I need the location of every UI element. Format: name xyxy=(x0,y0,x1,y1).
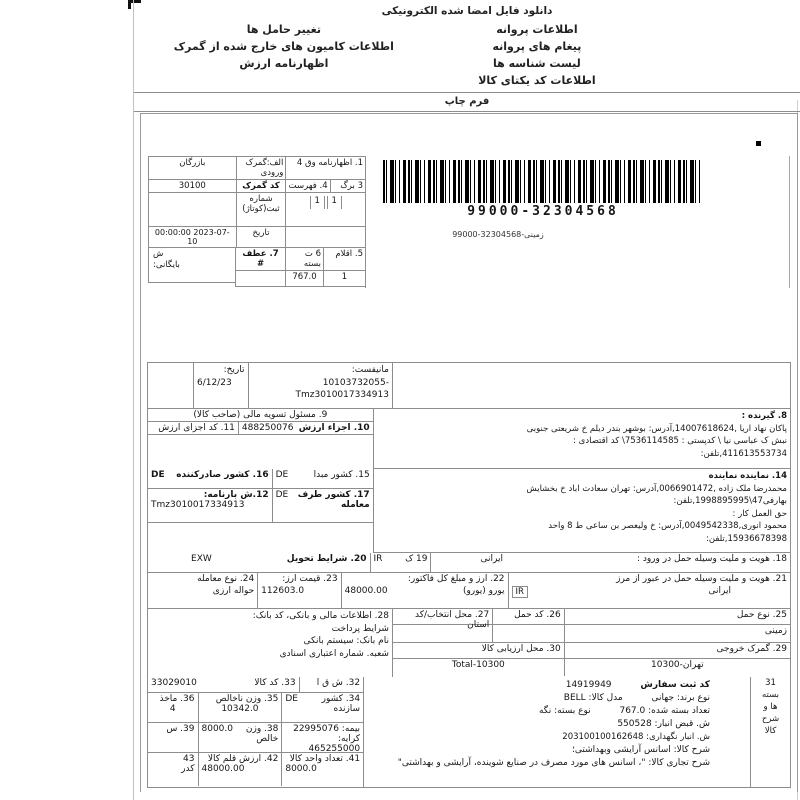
box21-code: IR xyxy=(512,586,528,598)
box20-label: 20. شرایط تحویل xyxy=(286,554,367,564)
box8-line2: نبش ک عباسی نیا \ کدپستی : 7536114585\ کد اقتصادی : xyxy=(573,436,787,446)
box16-label: 16. کشور صادرکننده xyxy=(176,470,269,480)
warehouse-receipt: ش. قبض انبار: 550528 xyxy=(617,719,710,729)
box11-label: 11. کد اجزای ارزش xyxy=(158,423,235,433)
archive-label-line1: ش xyxy=(153,249,164,259)
box24-label: 24. نوع معامله xyxy=(197,574,255,584)
portal-content xyxy=(134,0,800,800)
packages-value: 767.0 xyxy=(285,271,323,287)
sheet-no: 1 xyxy=(327,196,342,209)
box22-currency: یورو (یورو) xyxy=(462,586,505,596)
box8-label: 8. گیرنده : xyxy=(741,411,787,421)
box28-banking xyxy=(148,609,392,677)
box10-value: 488250076 xyxy=(241,423,294,433)
box14-line2: بهارفی47\1998895995,تلفن: xyxy=(673,496,787,506)
box21-label: 21. هویت و ملیت وسیله حمل در عبور از مرز xyxy=(616,574,787,584)
empty-cell xyxy=(392,363,790,409)
manifest-cell xyxy=(248,363,392,409)
box9-11-block xyxy=(148,409,373,469)
box3-box4 xyxy=(285,180,365,193)
box14-line5: 15936678398,تلفن: xyxy=(705,533,787,544)
package-type: نوع بسته: نگه xyxy=(538,706,591,716)
box23-value: 112603.0 xyxy=(261,586,305,596)
nav-link-license-info[interactable]: اطلاعات پروانه xyxy=(496,23,578,36)
box36-value: 4 xyxy=(169,704,176,714)
box24-value: حواله ارزی xyxy=(212,586,255,596)
box36-tariff-base xyxy=(148,693,197,722)
box33-goods-code xyxy=(148,677,299,692)
box17-value: DE xyxy=(275,490,289,500)
box25-value: زمینی xyxy=(564,625,790,642)
ref-block xyxy=(235,248,285,287)
items-value: 1 xyxy=(323,271,365,287)
box20-delivery-terms xyxy=(148,553,369,573)
archive-label-line2: بایگانی: xyxy=(153,260,180,270)
date-value: 00:00:00 2023-07-10 xyxy=(148,227,236,248)
box23-label: 23. قیمت ارز: xyxy=(282,574,338,584)
customs-code-value: 30100 xyxy=(148,180,236,193)
box33-label: 33. کد کالا xyxy=(254,678,296,688)
box43-label: 43 xyxy=(183,754,195,764)
box21-border-transport xyxy=(508,573,790,609)
box42-item-value xyxy=(198,753,282,786)
download-signed-file-link[interactable]: دانلود فایل امضا شده الکترونیکی xyxy=(381,5,553,17)
box38-value: 8000.0 xyxy=(201,724,233,734)
box42-value: 48000.00 xyxy=(201,764,245,774)
box10-label: 10. اجزاء ارزش xyxy=(298,423,370,433)
box27-label: 27. محل انتخاب/کد استان xyxy=(414,610,490,630)
box31-label: کد ثبت سفارش xyxy=(640,680,710,690)
box14-line1: محمدرضا ملک زاده ,0066901472,آدرس: تهران سعادت اباد خ بخشایش xyxy=(526,483,787,494)
barcode-caption: 99000-32304568-زمینی xyxy=(452,230,544,239)
nav-link-exited-trucks[interactable]: اطلاعات کامیون های خارج شده از گمرک xyxy=(173,40,394,53)
manifest-date-value: 6/12/23 xyxy=(196,377,232,388)
box22-value: 48000.00 xyxy=(344,586,388,596)
empty-cell xyxy=(148,363,193,409)
box30-label: 30. محل ارزیابی کالا xyxy=(481,644,561,654)
items-packages-block xyxy=(285,248,365,287)
box21-value: ایرانی xyxy=(708,586,731,596)
nav-column-left xyxy=(134,21,434,89)
box36-label: 36. ماخذ xyxy=(159,694,195,704)
archive-cell xyxy=(148,248,235,283)
box35-label: 35. وزن ناخالص xyxy=(215,694,279,704)
side-word-2: ها و xyxy=(763,702,778,712)
box17-label: 17. کشور طرف معامله xyxy=(297,490,370,510)
box33-value: 33029010 xyxy=(151,678,197,688)
goods-description-cell xyxy=(364,677,750,787)
box22-label: 22. ارز و مبلغ کل فاکتور: xyxy=(407,574,505,584)
box28-line1: شرایط پرداخت xyxy=(331,623,389,634)
date-label: تاریخ xyxy=(236,227,286,248)
print-form-button[interactable]: فرم چاپ xyxy=(134,93,800,112)
ref-value xyxy=(235,271,285,287)
nav-link-value-declaration[interactable]: اظهارنامه ارزش xyxy=(239,57,329,70)
brand-label: نوع برند: جهانی xyxy=(651,693,710,703)
box41-label: 41. تعداد واحد کالا xyxy=(289,754,361,764)
box34-manufacturer-country xyxy=(281,693,363,722)
manifest-number: -10103732055 xyxy=(322,377,389,388)
box12-label: 12.ش بارنامه: xyxy=(203,490,269,500)
empty-cell xyxy=(285,227,365,248)
box35-value: 10342.0 xyxy=(221,704,259,714)
sheet-label: 3 برگ xyxy=(330,180,365,192)
manifest-label: مانیفست: xyxy=(351,365,389,375)
list-label: 4. فهرست xyxy=(288,181,328,191)
box8-line1: پاکان نهاد اریا ,14007618624,آدرس: بوشهر بندر دیلم خ شریعتی جنوبی xyxy=(526,423,787,434)
box29-value: تهران-10300 xyxy=(564,659,790,676)
box15-value: DE xyxy=(275,470,289,480)
nav-link-license-messages[interactable]: پیغام های پروانه xyxy=(492,40,582,53)
box34-label: 34. کشور سازنده xyxy=(321,694,361,714)
side-word-4: کالا xyxy=(764,726,777,736)
transport-customs-block xyxy=(392,609,790,677)
insurance-line: بیمه: 22995076 xyxy=(293,724,361,734)
box15-17-block xyxy=(148,469,373,553)
nav-link-change-carriers[interactable]: تغییر حامل ها xyxy=(246,23,321,36)
model-label: مدل کالا: BELL xyxy=(563,693,623,703)
box18-label: 18. هویت و ملیت وسیله حمل در ورود : xyxy=(636,554,787,564)
box31-side-strip xyxy=(750,677,790,787)
box18-transport-identity xyxy=(430,553,790,573)
box26-label: 26. کد حمل xyxy=(492,609,563,624)
box28-label: 28. اطلاعات مالی و بانکی، کد بانک: xyxy=(252,611,389,621)
box19-value: IR xyxy=(373,554,383,564)
box43-value: کدر xyxy=(181,764,195,774)
freight-line: کرایه: 465255000 xyxy=(308,734,361,752)
box34-value: DE xyxy=(285,694,298,704)
goods-item-block xyxy=(363,677,790,787)
declaration-header-table xyxy=(148,156,366,288)
registration-value xyxy=(148,193,236,227)
box20-value: EXW xyxy=(191,554,212,564)
nav-link-unique-goods-code[interactable]: اطلاعات کد یکتای کالا xyxy=(478,74,596,87)
box10-value-components xyxy=(238,422,373,434)
items-label: 5. اقلام xyxy=(323,248,365,271)
box41-unit-count xyxy=(281,753,363,786)
goods-values-block xyxy=(148,677,363,787)
box27-value xyxy=(393,625,492,642)
box43-deduction xyxy=(148,753,197,786)
box24-transaction-type xyxy=(148,573,257,609)
entry-customs-value: بازرگان xyxy=(148,157,236,180)
box22-currency-amount xyxy=(341,573,508,609)
manifest-reference: Tmz3010017334913 xyxy=(295,390,389,400)
goods-description: شرح کالا: اسانس آرایشی وبهداشتی؛ xyxy=(572,745,710,755)
box41-value: 8000.0 xyxy=(285,764,317,774)
box14-label: 14. نماینده نماینده xyxy=(708,471,787,481)
box39-quota: 39. س xyxy=(166,724,195,734)
package-count: تعداد بسته شده: 767.0 xyxy=(619,706,710,716)
side-word-1: بسته xyxy=(761,690,780,700)
bullet-mark xyxy=(756,141,761,146)
nav-link-identifier-list[interactable]: لیست شناسه ها xyxy=(493,57,581,70)
box28-line2: نام بانک: سیستم بانکی xyxy=(303,636,389,646)
portal-nav xyxy=(134,21,800,89)
box14-line3: حق العمل کار : xyxy=(732,508,787,519)
box38-net-weight xyxy=(198,723,282,752)
box31-value: 14919949 xyxy=(565,680,612,690)
declaration-frame xyxy=(140,113,798,792)
box12-value: Tmz3010017334913 xyxy=(151,500,245,510)
box9-label: 9. مسئول تسویه مالی (صاحب کالا) xyxy=(148,409,373,422)
ref-label: 7. عطف # xyxy=(235,248,285,271)
box38-label: 38. وزن خالص xyxy=(245,724,279,744)
box32-label: 32. ش ق ا xyxy=(299,677,364,692)
box15-origin-country xyxy=(272,469,373,488)
box19-container xyxy=(370,553,431,573)
box14-representative xyxy=(373,469,790,553)
sheet-list-numbers xyxy=(285,193,365,227)
box16-exporting-country xyxy=(148,469,272,488)
box26-value xyxy=(492,625,563,642)
nav-column-right xyxy=(434,21,640,89)
box15-label: 15. کشور مبدا xyxy=(313,470,370,480)
barcode-block xyxy=(383,156,703,288)
manifest-date-label: تاریخ: xyxy=(223,365,245,375)
list-no: 1 xyxy=(310,196,325,209)
box31-number: 31 xyxy=(765,678,776,688)
box14-line4: محمود انوری,0049542338,آدرس: خ ولیعصر بن ساعی ط 8 واحد xyxy=(548,521,787,531)
box23-exchange-rate xyxy=(257,573,340,609)
entry-customs-label: الف:گمرک ورودی xyxy=(236,157,286,180)
storage-number: ش. انبار نگهداری: 203100100162648 xyxy=(562,732,710,742)
box8-line3: 411613553734,تلفن: xyxy=(700,448,787,459)
box18-value: ایرانی xyxy=(480,554,503,564)
packages-label: 6 ت بسته xyxy=(285,248,323,271)
box35-gross-weight xyxy=(198,693,282,722)
box1-declaration: 1. اظهارنامه وق 4 xyxy=(285,157,365,180)
box28-line3: شعبه. شماره اعتباری اسنادی xyxy=(279,648,389,659)
barcode-number: 99000-32304568 xyxy=(467,204,619,219)
side-word-3: شرح xyxy=(761,714,780,724)
box16-value: DE xyxy=(151,470,165,480)
box12-bill-of-lading xyxy=(148,489,272,522)
box29-label: 29. گمرک خروجی xyxy=(564,643,790,658)
registration-label: شماره ثبت(کوتاژ) xyxy=(236,193,286,227)
insurance-freight-cell xyxy=(281,723,363,752)
box17-trading-country xyxy=(272,489,373,522)
declaration-detail-table xyxy=(147,362,791,788)
box42-label: 42. ارزش قلم کالا xyxy=(207,754,279,764)
box30-value: Total-10300 xyxy=(451,660,505,670)
box25-label: 25. نوع حمل xyxy=(564,609,790,624)
box19-label: 19 ک xyxy=(405,554,428,564)
manifest-date-cell xyxy=(193,363,248,409)
barcode-image xyxy=(383,160,701,203)
declaration-header-section xyxy=(148,156,790,288)
customs-code-label: کد گمرک xyxy=(236,180,286,193)
box8-consignee xyxy=(373,409,790,469)
trade-description: شرح تجاری کالا: "، اسانس های مورد مصرف در صنایع شوینده، آرایشی و بهداشتی" xyxy=(397,758,710,768)
